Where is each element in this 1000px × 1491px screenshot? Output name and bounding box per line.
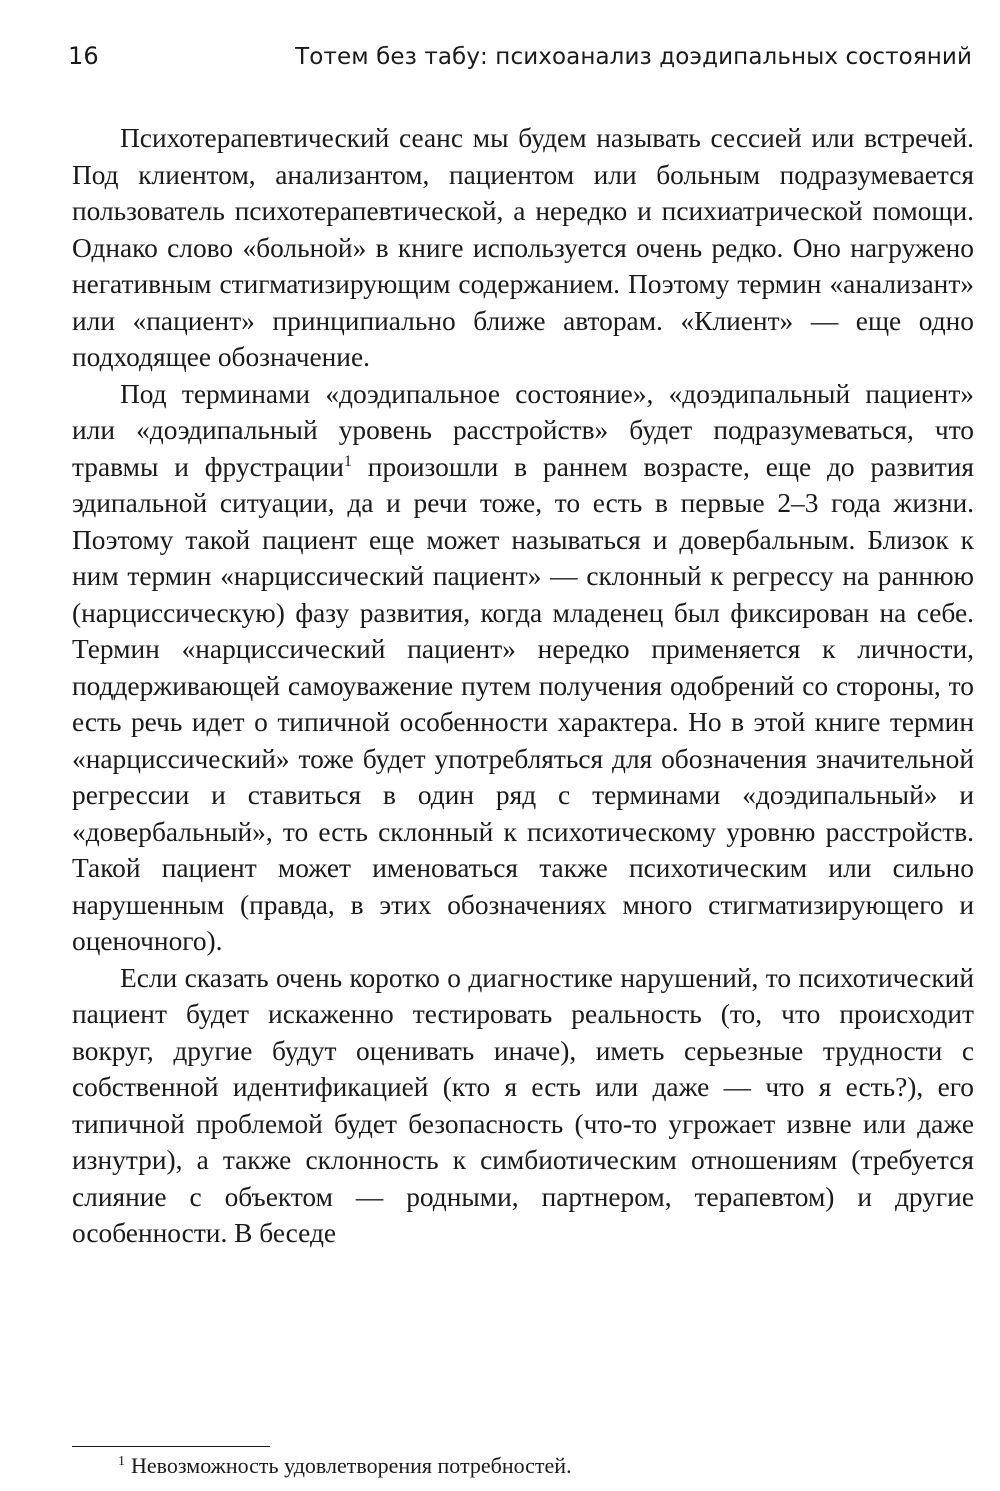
page-number: 16: [68, 42, 99, 70]
paragraph-2: [72, 376, 974, 960]
footnote-divider: [72, 1446, 270, 1447]
footnote: [118, 1452, 978, 1480]
page-header: [68, 42, 972, 82]
paragraph-2-part-1: Под терминами «доэдипальное состояние», «доэдипальный пациент» или «доэдипальный уровень расстройств» будет подразумеваться, что травмы и фрустрации: [72, 378, 974, 482]
footnote-text: Невозможность удовлетворения потребностей.: [131, 1453, 572, 1478]
paragraph-3: Если сказать очень коротко о диагностике нарушений, то психотический пациент будет искаженно тестировать реальность (то, что происходит вокруг, другие будут оценивать иначе), иметь серьезные трудности с собственной идентификацией (кто я есть или даже — что я есть?), его типичной проблемой будет безопасность (что-то угрожает извне или даже изнутри), а также склонность к симбиотическим отношениям (требуется слияние с объектом — родными, партнером, терапевтом) и другие особенности. В беседе: [72, 962, 974, 1248]
footnote-reference: 1: [343, 452, 352, 470]
paragraph-1: Психотерапевтический сеанс мы будем называть сессией или встречей. Под клиентом, анализантом, пациентом или больным подразумевается пользователь психотерапевтической, а нередко и психиатрической помощи. Однако слово «больной» в книге используется очень редко. Оно нагружено негативным стигматизирующим содержанием. Поэтому термин «анализант» или «пациент» принципиально ближе авторам. «Клиент» — еще одно подходящее обозначение.: [72, 123, 974, 372]
running-title: Тотем без табу: психоанализ доэдипальных состояний: [295, 44, 972, 70]
body-text: [72, 120, 974, 1252]
footnote-marker: 1: [118, 1453, 125, 1469]
paragraph-2-part-2: произошли в раннем возрасте, еще до развития эдипальной ситуации, да и речи тоже, то есть в первые 2–3 года жизни. Поэтому такой пациент еще может называться и довербальным. Близок к ним термин «нарциссический пациент» — склонный к регрессу на раннюю (нарциссическую) фазу развития, когда младенец был фиксирован на себе. Термин «нарциссический пациент» нередко применяется к личности, поддерживающей самоуважение путем получения одобрений со стороны, то есть речь идет о типичной особенности характера. Но в этой книге термин «нарциссический» тоже будет употребляться для обозначения значительной регрессии и ставиться в один ряд с терминами «доэдипальный» и «довербальный», то есть склонный к психотическому уровню расстройств. Такой пациент может именоваться также психотическим или сильно нарушенным (правда, в этих обозначениях много стигматизирующего и оценочного).: [72, 451, 975, 956]
